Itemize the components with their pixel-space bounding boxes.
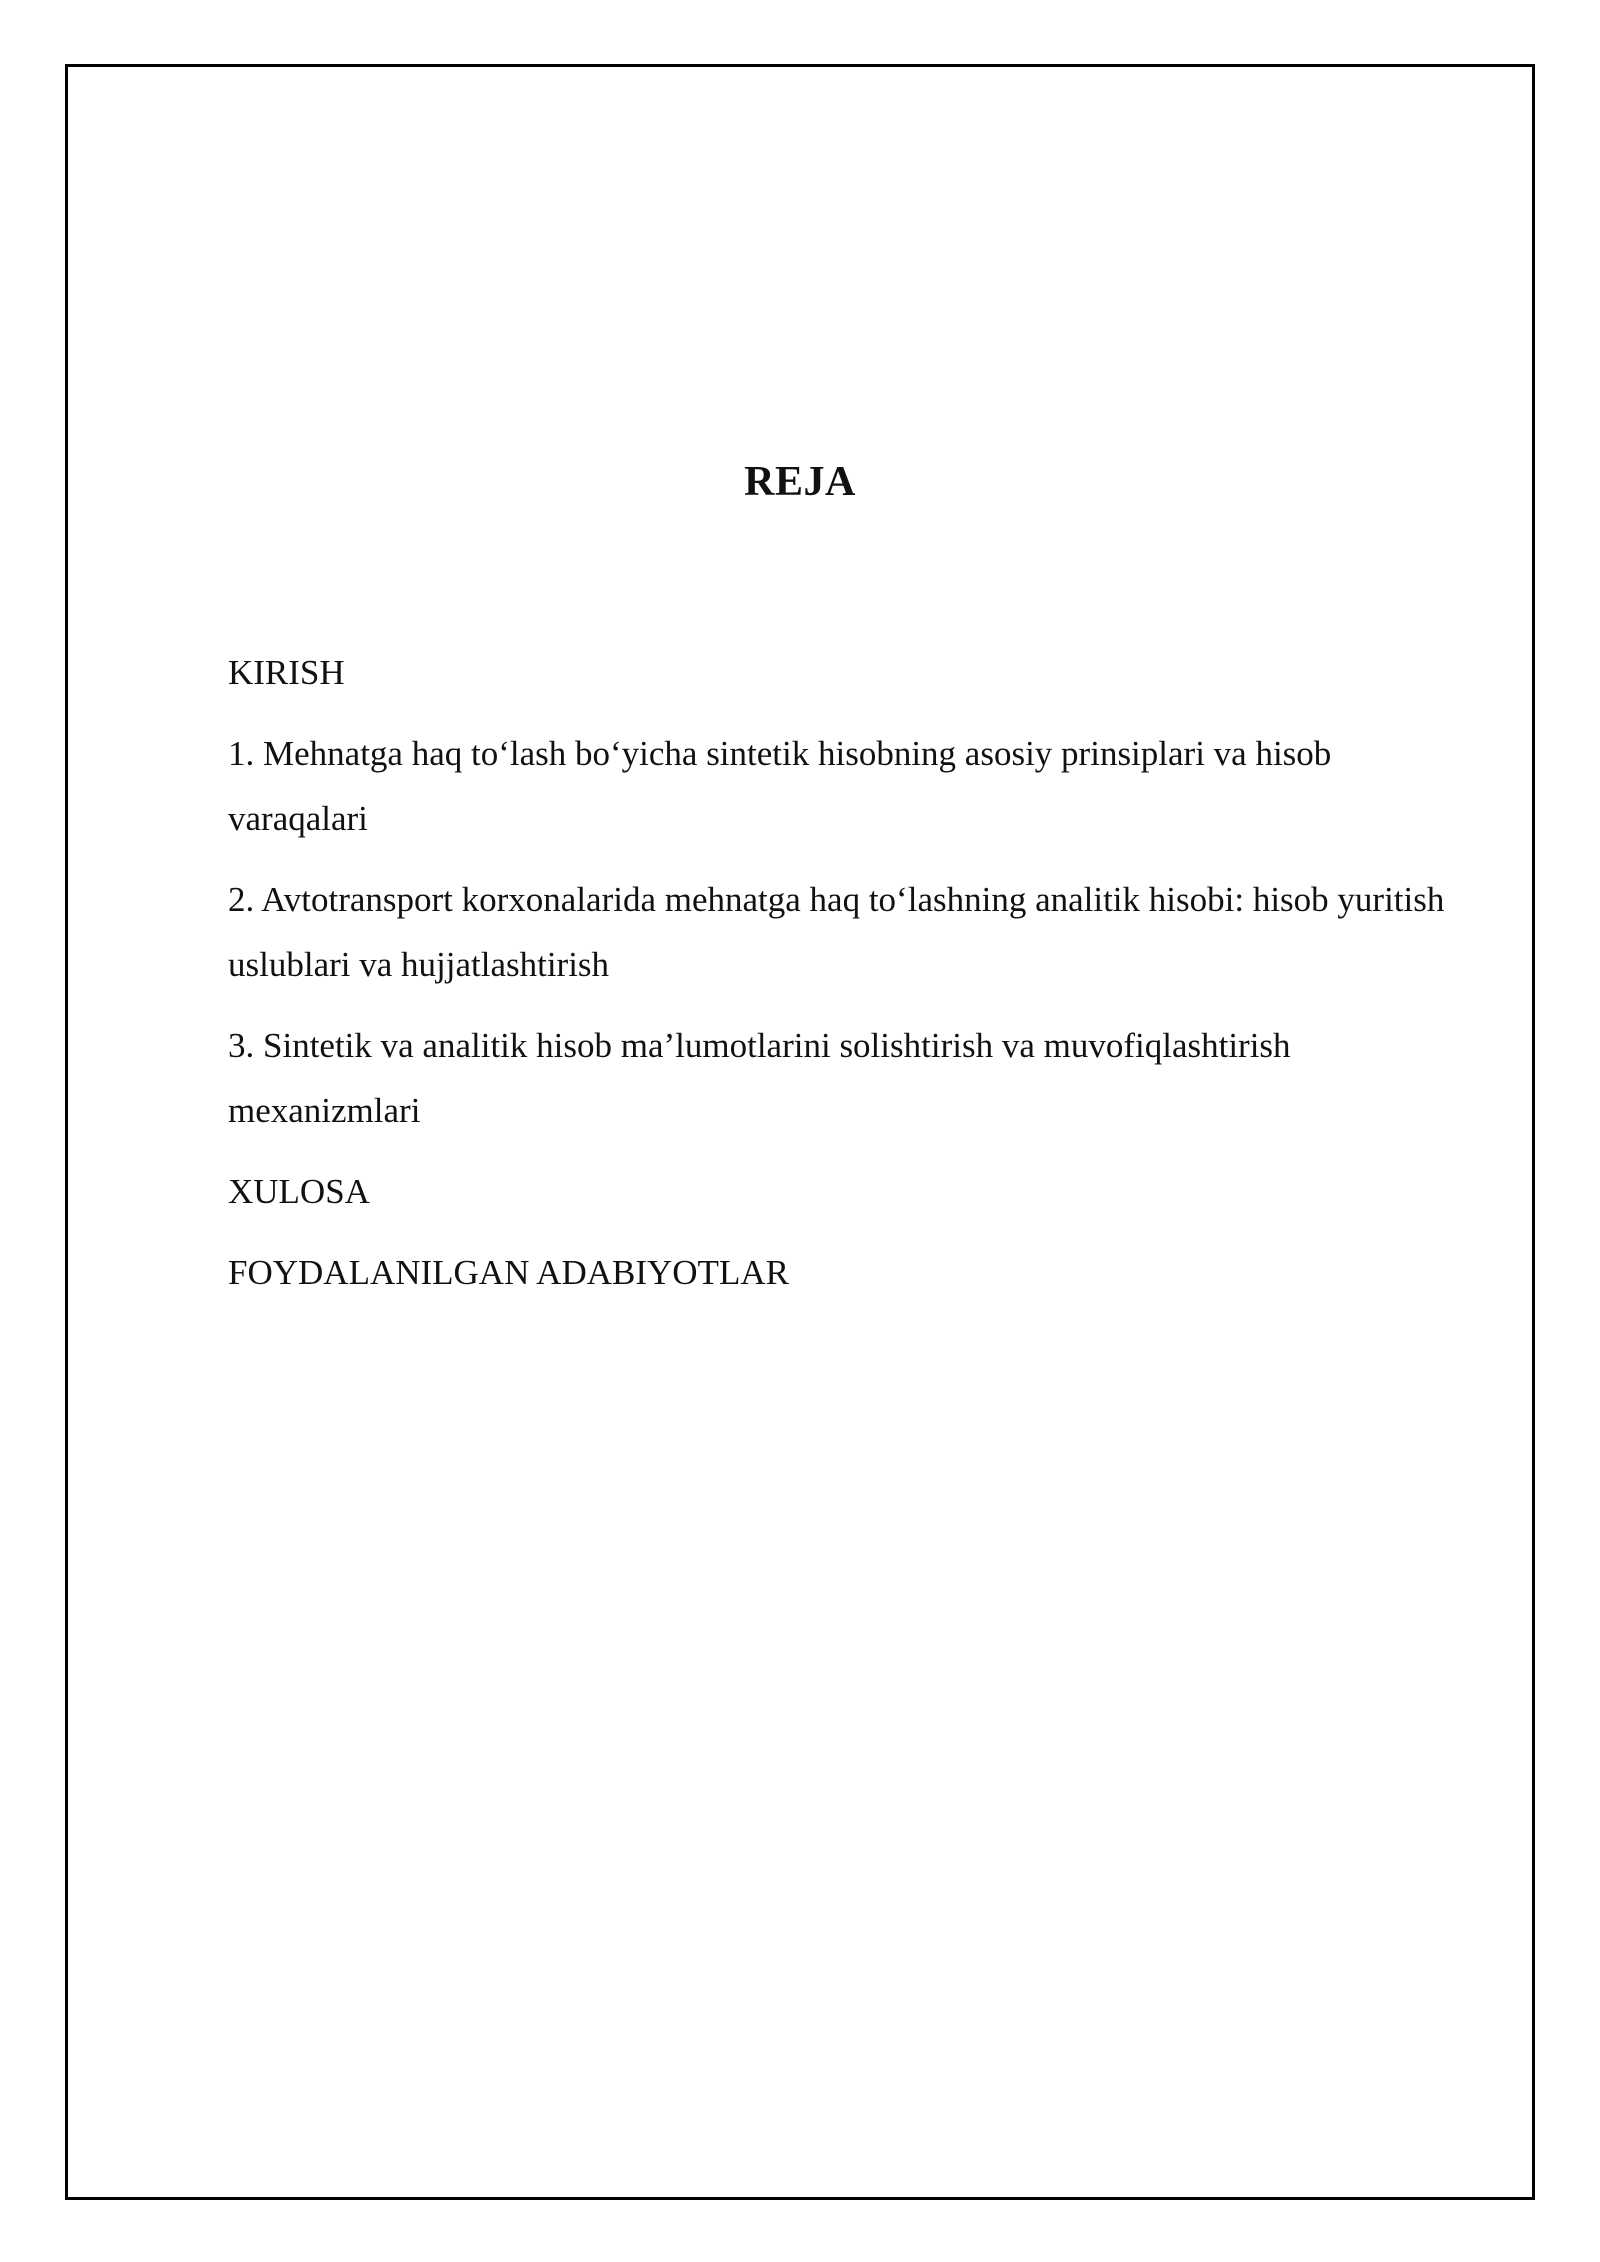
toc-entry-section-1: 1. Mehnatga haq to‘lash bo‘yicha sintetik hisobning asosiy prinsiplari va hisob varaqalari	[228, 734, 1332, 838]
toc-entry-section-2: 2. Avtotransport korxonalarida mehnatga haq to‘lashning analitik hisobi: hisob yuritish uslublari va hujjatlashtirish	[228, 880, 1445, 984]
page-title: REJA	[744, 459, 856, 505]
toc-entry-references: FOYDALANILGAN ADABIYOTLAR	[228, 1253, 789, 1292]
table-of-contents	[228, 640, 1448, 1321]
toc-entry-section-3: 3. Sintetik va analitik hisob ma’lumotlarini solishtirish va muvofiqlashtirish mexanizmlari	[228, 1026, 1291, 1130]
toc-entry-conclusion: XULOSA	[228, 1172, 370, 1211]
toc-entry-introduction: KIRISH	[228, 653, 345, 692]
